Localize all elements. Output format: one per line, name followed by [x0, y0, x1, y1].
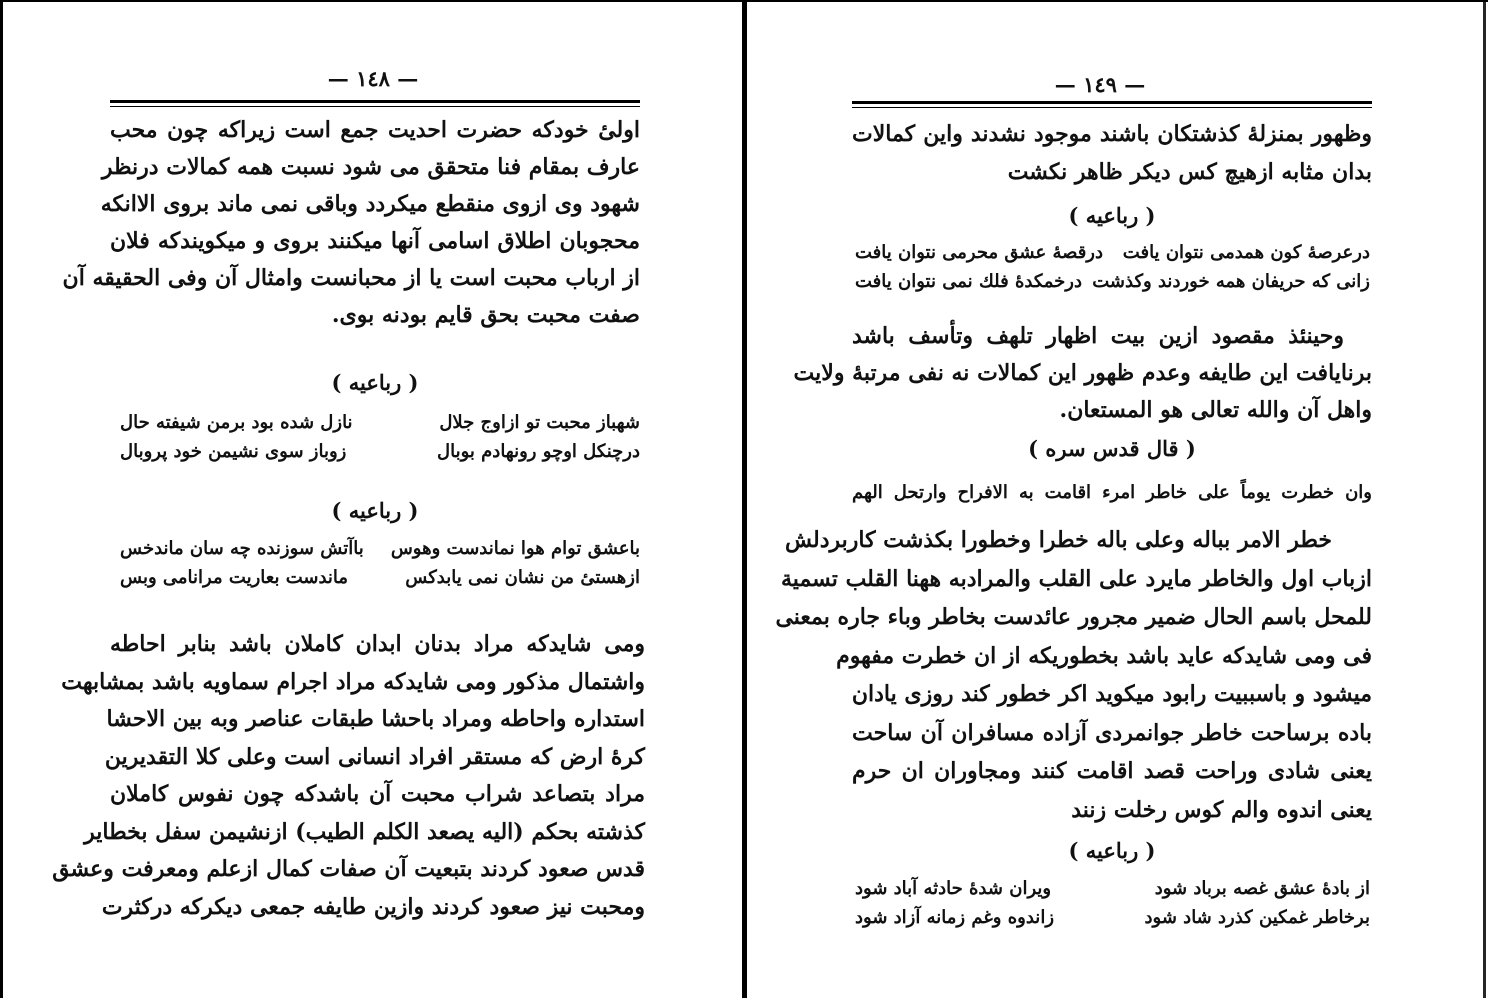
left-header-rule-thin: [110, 106, 640, 107]
verse-line: [120, 538, 640, 567]
verse-hemistich: باعشق توام هوا نماندست وهوس: [390, 538, 640, 559]
text-line: وان خطرت یوماً علی خاطر امرء اقامت به الافراح وارتحل الهم: [852, 482, 1372, 503]
verse-line: [855, 907, 1370, 936]
right-heading-rubaiyat-1: ( رباعیه ): [1068, 203, 1156, 228]
text-line: صفت محبت بحق قایم بودنه بوی.: [331, 302, 640, 328]
verse-line: [120, 441, 640, 470]
text-line: اولیٔ خودکه حضرت احدیت جمع است زیراکه چون محب: [110, 117, 640, 143]
text-line: عارف بمقام فنا متحقق می شود نسبت همه کمالات درنظر: [101, 154, 640, 180]
left-paragraph-2: [52, 626, 645, 926]
text-line: از ارباب محبت است یا از محبانست وامثال آن وفی الحقیقه آن: [62, 265, 640, 291]
right-header-rule-thin: [852, 107, 1372, 108]
verse-hemistich: درخمکدهٔ فلك نمی نتوان یافت: [855, 271, 1083, 292]
text-line: ومحبت نیز صعود کردند وازین طایفه جمعی دیکرکه درکثرت: [101, 893, 645, 920]
left-heading-rubaiyat-2: ( رباعیه ): [331, 498, 419, 523]
verse-hemistich: از بادهٔ عشق غصه برباد شود: [1154, 878, 1370, 899]
left-verse-2: [120, 538, 640, 596]
text-line: ازباب اول والخاطر مایرد علی القلب والمرادبه ههنا القلب تسمیة: [781, 565, 1372, 592]
verse-hemistich: درعرصهٔ کون همدمی نتوان یافت: [1122, 242, 1370, 263]
text-line: للمحل باسم الحال ضمیر مجرور عائدست بخاطر وباء جاره بمعنی: [775, 604, 1372, 630]
verse-hemistich: زاندوه وغم زمانه آزاد شود: [855, 907, 1055, 928]
verse-hemistich: درقصهٔ عشق محرمی نتوان یافت: [855, 242, 1104, 263]
text-line: واشتمال مذکور ومی شایدکه مراد اجرام سماویه باشد بمشابهت: [61, 668, 645, 695]
right-paragraph-1: [852, 115, 1372, 191]
text-line: خطر الامر بباله وعلی باله خطرا وخطورا بکذشت کاربردلش: [784, 527, 1332, 553]
text-line: برنایافت این طایفه وعدم ظهور این کمالات نه نفی مرتبهٔ ولایت: [793, 360, 1372, 386]
text-line: بدان مثابه ازهیچ کس دیکر ظاهر نکشت: [1007, 159, 1372, 185]
verse-hemistich: باآتش سوزنده چه سان ماندخس: [120, 538, 364, 559]
text-line: استداره واحاطه ومراد باحشا طبقات عناصر وبه بین الاحشا: [106, 706, 645, 732]
verse-line: [855, 878, 1370, 907]
verse-line: [120, 412, 640, 441]
right-verse-1: [855, 242, 1370, 300]
text-line: وحینئذ مقصود ازین بیت اظهار تلهف وتأسف باشد: [852, 323, 1344, 349]
right-paragraph-2: [793, 318, 1372, 429]
verse-hemistich: شهباز محبت تو ازاوج جلال: [439, 412, 640, 433]
verse-hemistich: زانی که حریفان همه خوردند وکذشت: [1092, 271, 1370, 292]
text-line: باده برساحت خاطر جوانمردی آزاده مسافران آن ساحت: [852, 719, 1372, 746]
right-page-number: — ١٤٩ —: [1054, 72, 1146, 97]
text-line: قدس صعود کردند بتبعیت آن صفات کمال ازعلم ومعرفت وعشق: [52, 856, 645, 882]
right-verse-2: [855, 878, 1370, 936]
right-page-edge: [1483, 0, 1486, 998]
verse-line: [855, 271, 1370, 300]
verse-line: [120, 567, 640, 596]
left-paragraph-1: [62, 112, 640, 334]
verse-hemistich: ویران شدهٔ حادثه آباد شود: [855, 878, 1052, 899]
right-paragraph-3: [775, 521, 1372, 829]
text-line: کرهٔ ارض که مستقر افراد انسانی است وعلی کلا التقدیرین: [104, 743, 645, 770]
verse-hemistich: برخاطر غمکین کذرد شاد شود: [1144, 907, 1370, 928]
right-heading-rubaiyat-2: ( رباعیه ): [1068, 838, 1156, 863]
text-line: شهود وی ازوی منقطع میکردد وباقی نمی ماند بروی الاانکه: [100, 191, 640, 217]
text-line: وظهور بمنزلهٔ کذشتکان باشند موجود نشدند واین کمالات: [852, 121, 1372, 147]
verse-hemistich: ماندست بعاریت مرانامی وبس: [120, 567, 349, 588]
text-line: ومی شایدکه مراد بدنان ابدان کاملان باشد بنابر احاطه: [110, 631, 645, 657]
text-line: کذشته بحکم (الیه یصعد الکلم الطیب) ازنشیمن سفل بخطایر: [84, 818, 645, 845]
text-line: یعنی شادی وراحت قصد اقامت کنند ومجاوران ان حرم: [852, 758, 1372, 784]
verse-hemistich: زوباز سوی نشیمن خود پروبال: [120, 441, 347, 462]
verse-line: [855, 242, 1370, 271]
left-header-rule: [110, 100, 640, 103]
verse-hemistich: ازهستیٔ من نشان نمی یابدکس: [405, 567, 640, 588]
right-header-rule: [852, 101, 1372, 104]
verse-hemistich: درچنکل اوچو رونهادم بوبال: [437, 441, 640, 462]
verse-hemistich: نازل شده بود برمن شیفته حال: [120, 412, 353, 433]
text-line: میشود و باسببیت رابود میکوید اکر خطور کند روزی یادان: [851, 681, 1372, 707]
left-verse-1: [120, 412, 640, 470]
text-line: مراد بتصاعد شراب محبت آن باشدکه چون نفوس کاملان: [110, 781, 645, 807]
right-heading-qala: ( قال قدس سره ): [1028, 436, 1196, 461]
text-line: محجوبان اطلاق اسامی آنها میکنند بروی و میکویندکه فلان: [110, 228, 640, 254]
text-line: فی ومی شایدکه عاید باشد بخطوریکه از ان خطرت مفهوم: [836, 642, 1372, 669]
text-line: یعنی اندوه والم کوس رخلت زنند: [1071, 796, 1372, 823]
left-heading-rubaiyat-1: ( رباعیه ): [331, 370, 419, 395]
text-line: واهل آن والله تعالی هو المستعان.: [1059, 397, 1372, 423]
left-page-number: — ١٤٨ —: [327, 66, 419, 91]
right-arabic-verse: [852, 478, 1372, 508]
